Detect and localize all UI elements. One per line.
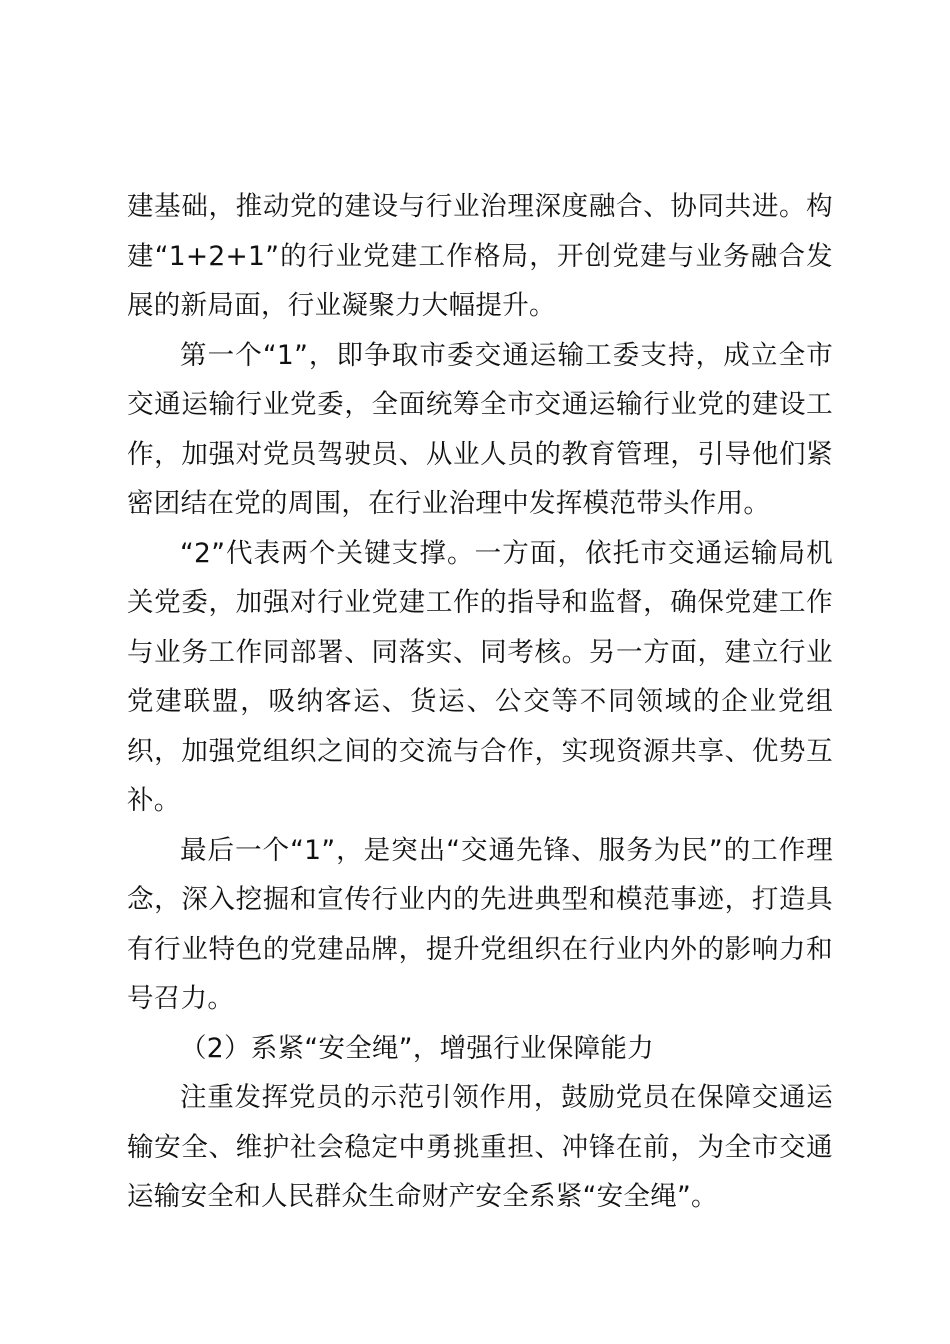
document-body bbox=[127, 182, 833, 1222]
paragraph-first-one: 第一个“1”，即争取市委交通运输工委支持，成立全市交通运输行业党委，全面统筹全市交通运输行业党的建设工作，加强对党员驾驶员、从业人员的教育管理，引导他们紧密团结在党的周围，在行业治理中发挥模范带头作用。 bbox=[127, 339, 833, 519]
section-heading: （2）系紧“安全绳”，增强行业保障能力 bbox=[180, 1032, 655, 1064]
paragraph-two-supports: “2”代表两个关键支撑。一方面，依托市交通运输局机关党委，加强对行业党建工作的指导和监督，确保党建工作与业务工作同部署、同落实、同考核。另一方面，建立行业党建联盟，吸纳客运、货运、公交等不同领域的企业党组织，加强党组织之间的交流与合作，实现资源共享、优势互补。 bbox=[127, 537, 833, 816]
paragraph-pattern-intro: 建基础，推动党的建设与行业治理深度融合、协同共进。构建“1+2+1”的行业党建工作格局，开创党建与业务融合发展的新局面，行业凝聚力大幅提升。 bbox=[127, 191, 833, 321]
paragraph-last-one: 最后一个“1”，是突出“交通先锋、服务为民”的工作理念，深入挖掘和宣传行业内的先进典型和模范事迹，打造具有行业特色的党建品牌，提升党组织在行业内外的影响力和号召力。 bbox=[127, 834, 833, 1014]
paragraph-safety-rope: 注重发挥党员的示范引领作用，鼓励党员在保障交通运输安全、维护社会稳定中勇挑重担、冲锋在前，为全市交通运输安全和人民群众生命财产安全系紧“安全绳”。 bbox=[127, 1082, 833, 1212]
